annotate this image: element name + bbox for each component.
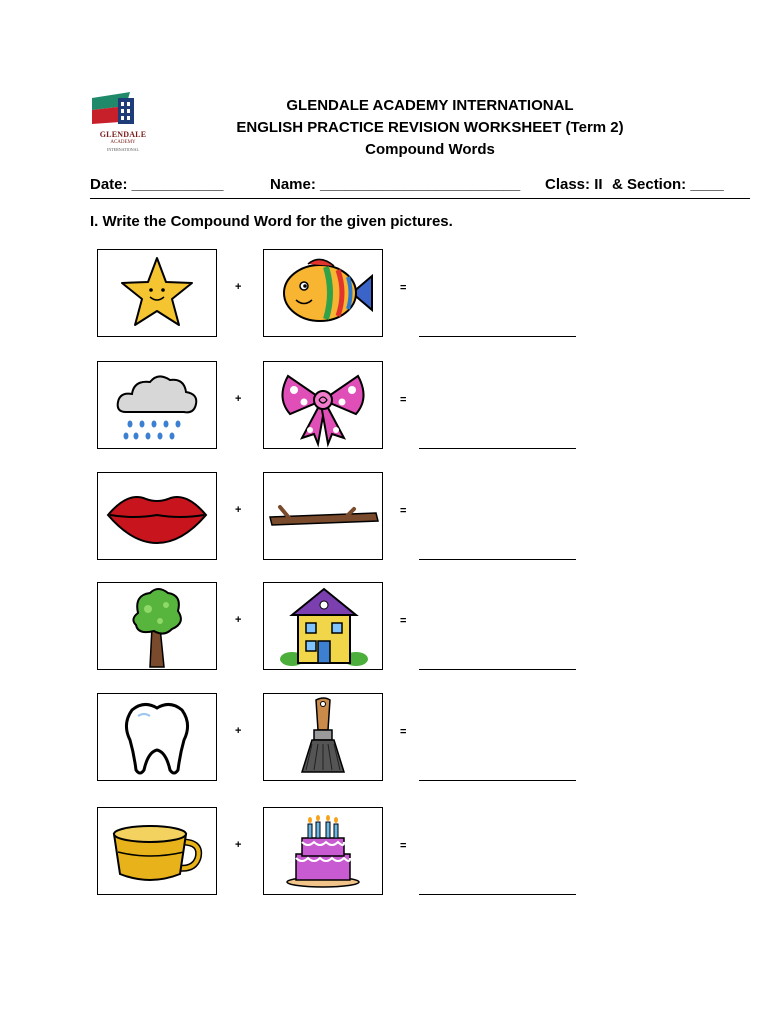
exercise-row <box>97 582 597 672</box>
exercise-row <box>97 807 597 897</box>
equals-sign: = <box>400 282 407 294</box>
rain-cloud-icon <box>98 362 216 448</box>
picture-box-left <box>97 807 217 895</box>
picture-box-left <box>97 693 217 781</box>
picture-box-right <box>263 361 383 449</box>
picture-box-right <box>263 693 383 781</box>
plus-sign: + <box>235 281 242 293</box>
equals-sign: = <box>400 505 407 517</box>
answer-line[interactable] <box>419 558 576 560</box>
equals-sign: = <box>400 726 407 738</box>
plus-sign: + <box>235 839 242 851</box>
topic-title: Compound Words <box>365 141 495 158</box>
picture-box-left <box>97 472 217 560</box>
tree-icon <box>98 583 216 669</box>
exercise-row <box>97 249 597 339</box>
brush-icon <box>264 694 382 780</box>
school-title: GLENDALE ACADEMY INTERNATIONAL <box>286 97 574 114</box>
student-info-line <box>90 174 750 199</box>
class-label: Class: II <box>545 176 603 193</box>
answer-line[interactable] <box>419 893 576 895</box>
logo-name: GLENDALE <box>99 130 147 139</box>
picture-box-right <box>263 249 383 337</box>
equals-sign: = <box>400 615 407 627</box>
picture-box-left <box>97 361 217 449</box>
picture-box-left <box>97 249 217 337</box>
star-icon <box>98 250 216 336</box>
worksheet-title: ENGLISH PRACTICE REVISION WORKSHEET (Term 2) <box>236 119 624 136</box>
answer-line[interactable] <box>419 335 576 337</box>
answer-line[interactable] <box>419 668 576 670</box>
logo-sub: ACADEMY <box>110 140 136 145</box>
lips-icon <box>98 473 216 559</box>
name-field[interactable]: Name: ________________________ <box>270 176 521 193</box>
exercise-row <box>97 693 597 783</box>
logo-emblem-icon <box>90 92 156 132</box>
picture-box-left <box>97 582 217 670</box>
school-logo <box>90 92 156 160</box>
instruction: I. Write the Compound Word for the given pictures. <box>90 213 453 230</box>
picture-box-right <box>263 472 383 560</box>
plus-sign: + <box>235 504 242 516</box>
house-icon <box>264 583 382 669</box>
plus-sign: + <box>235 614 242 626</box>
picture-box-right <box>263 807 383 895</box>
worksheet-header <box>160 95 700 161</box>
answer-line[interactable] <box>419 779 576 781</box>
date-field[interactable]: Date: ___________ <box>90 176 224 193</box>
equals-sign: = <box>400 394 407 406</box>
cup-icon <box>98 808 216 894</box>
stick-icon <box>264 473 382 559</box>
picture-box-right <box>263 582 383 670</box>
section-field[interactable]: & Section: ____ <box>612 176 724 193</box>
tooth-icon <box>98 694 216 780</box>
cake-icon <box>264 808 382 894</box>
plus-sign: + <box>235 725 242 737</box>
logo-sub2: INTERNATIONAL <box>107 147 139 152</box>
exercise-row <box>97 361 597 451</box>
plus-sign: + <box>235 393 242 405</box>
exercise-row <box>97 472 597 562</box>
answer-line[interactable] <box>419 447 576 449</box>
equals-sign: = <box>400 840 407 852</box>
bow-icon <box>264 362 382 448</box>
fish-icon <box>264 250 382 336</box>
